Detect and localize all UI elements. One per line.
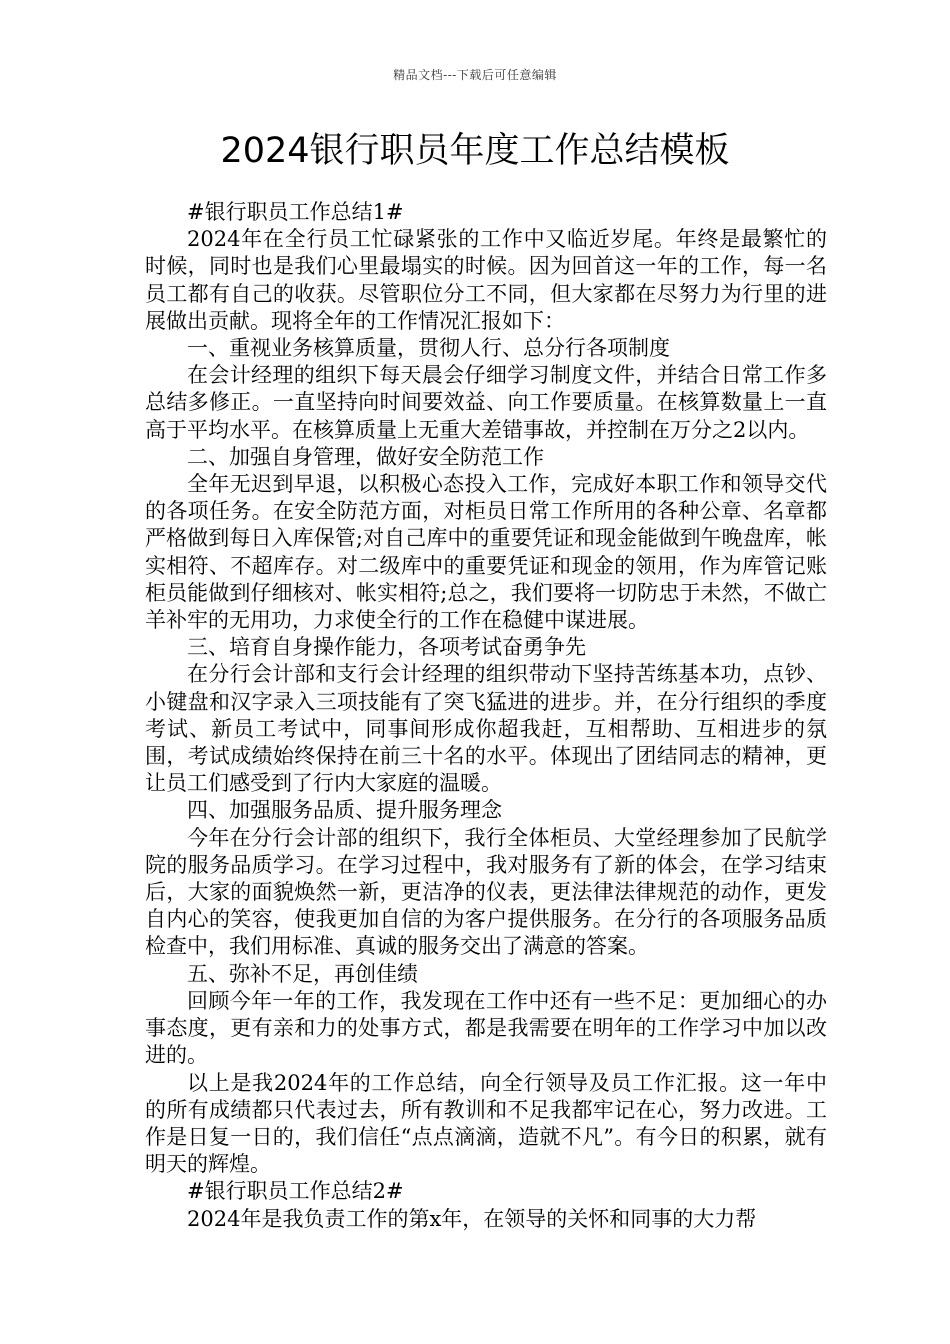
section-heading: 四、加强服务品质、提升服务理念 [187, 798, 502, 823]
paragraph: 2024年是我负责工作的第x年，在领导的关怀和同事的大力帮 [187, 1206, 757, 1231]
page-title: 2024银行职员年度工作总结模板 [220, 131, 730, 171]
paragraph: 在会计经理的组织下每天晨会仔细学习制度文件，并结合日常工作多总结多修正。一直坚持向时间要效益、向工作要质量。在核算数量上一直高于平均水平。在核算质量上无重大差错事故，并控制在万分之2以内。 [145, 363, 827, 442]
section-heading: 二、加强自身管理，做好安全防范工作 [187, 444, 544, 469]
paragraph: 在分行会计部和支行会计经理的组织带动下坚持苦练基本功，点钞、小键盘和汉字录入三项技能有了突飞猛进的进步。并，在分行组织的季度考试、新员工考试中，同事间形成你超我赶，互相帮助、互相进步的氛围，考试成绩始终保持在前三十名的水平。体现出了团结同志的精神，更让员工们感受到了行内大家庭的温暖。 [145, 662, 827, 796]
header-note: 精品文档---下载后可任意编辑 [393, 68, 557, 82]
paragraph: 今年在分行会计部的组织下，我行全体柜员、大堂经理参加了民航学院的服务品质学习。在学习过程中，我对服务有了新的体会，在学习结束后，大家的面貌焕然一新，更洁净的仪表，更法律法律规范的动作，更发自内心的笑容，使我更加自信的为客户提供服务。在分行的各项服务品质检查中，我们用标准、真诚的服务交出了满意的答案。 [145, 825, 827, 959]
section-heading: 五、弥补不足，再创佳绩 [187, 961, 418, 986]
document-body [145, 199, 827, 1233]
paragraph: 回顾今年一年的工作，我发现在工作中还有一些不足：更加细心的办事态度，更有亲和力的处事方式，都是我需要在明年的工作学习中加以改进的。 [145, 988, 827, 1068]
paragraph: 2024年在全行员工忙碌紧张的工作中又临近岁尾。年终是最繁忙的时候，同时也是我们心里最塌实的时候。因为回首这一年的工作，每一名员工都有自己的收获。尽管职位分工不同，但大家都在尽努力为行里的进展做出贡献。现将全年的工作情况汇报如下： [145, 227, 827, 333]
section-heading: 三、培育自身操作能力，各项考试奋勇争先 [187, 635, 586, 660]
section-heading: #银行职员工作总结2# [187, 1179, 404, 1204]
paragraph: 以上是我2024年的工作总结，向全行领导及员工作汇报。这一年中的所有成绩都只代表过去，所有教训和不足我都牢记在心，努力改进。工作是日复一日的，我们信任“点点滴滴，造就不凡”。有今日的积累，就有明天的辉煌。 [145, 1070, 827, 1177]
section-heading: 一、重视业务核算质量，贯彻人行、总分行各项制度 [187, 336, 670, 361]
section-heading: #银行职员工作总结1# [187, 200, 404, 224]
paragraph: 全年无迟到早退，以积极心态投入工作，完成好本职工作和领导交代的各项任务。在安全防范方面，对柜员日常工作所用的各种公章、名章都严格做到每日入库保管;对自己库中的重要凭证和现金能做到午晚盘库，帐实相符、不超库存。对二级库中的重要凭证和现金的领用，作为库管记账柜员能做到仔细核对、帐实相符;总之，我们要将一切防忠于未然，不做亡羊补牢的无用功，力求使全行的工作在稳健中谋进展。 [145, 472, 827, 633]
